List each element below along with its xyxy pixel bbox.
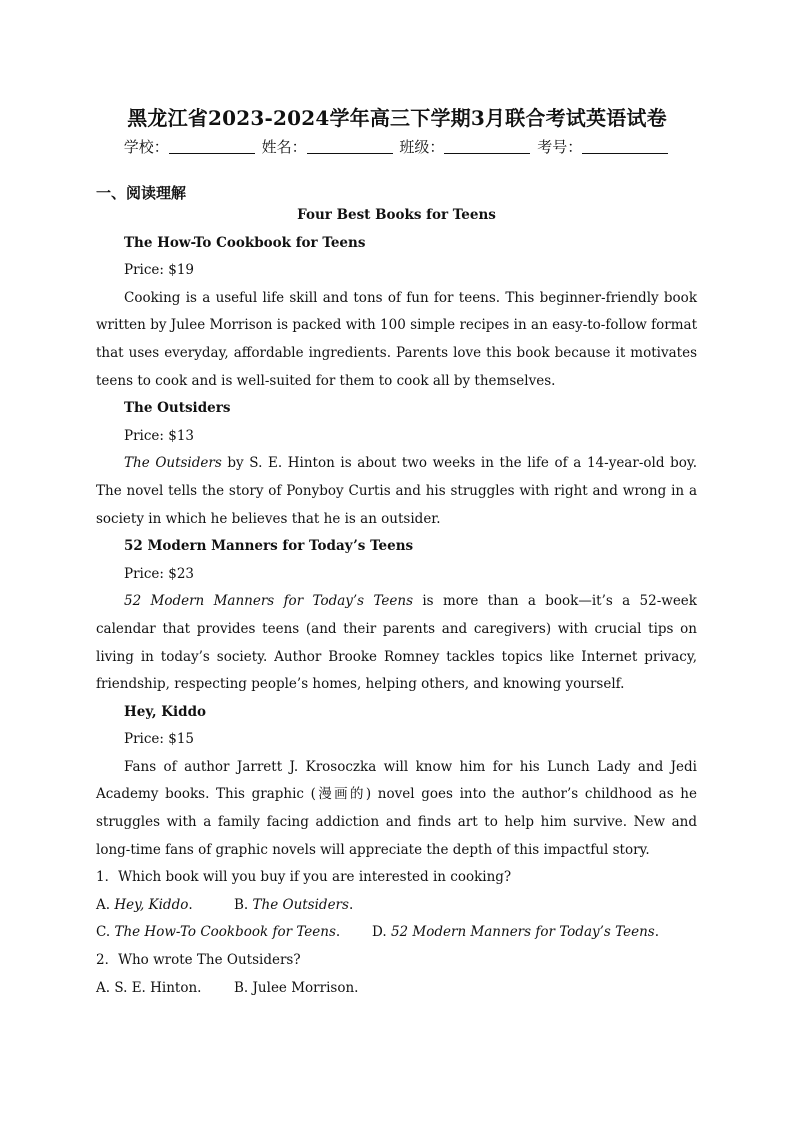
book-description: Fans of author Jarrett J. Krosoczka will know him for his Lunch Lady and Jedi Academy books. This graphic (漫画的) novel goes into the author’s childhood as he struggles with a family facing addiction and finds art to help him survive. New and long-time fans of graphic novels will appreciate the depth of this impactful story. xyxy=(96,758,697,858)
option-a[interactable]: A. Hey, Kiddo. xyxy=(96,896,193,913)
book-price: Price: $23 xyxy=(124,565,195,582)
class-label: 班级： xyxy=(399,138,445,156)
section-heading: 一、阅读理解 xyxy=(96,184,187,202)
book-title: The How-To Cookbook for Teens xyxy=(124,234,366,251)
question-stem: 2．Who wrote The Outsiders? xyxy=(96,952,301,969)
student-info-line xyxy=(0,136,794,157)
name-label: 姓名： xyxy=(261,138,307,156)
question-options xyxy=(96,892,697,920)
exam-title: 黑龙江省2023-2024学年高三下学期3月联合考试英语试卷 xyxy=(127,106,667,130)
passage-content xyxy=(96,202,697,1002)
book-description-text: by S. E. Hinton is about two weeks in the life of a 14-year-old boy. The novel tells the story of Ponyboy Curtis and his struggles with right and wrong in a society in which he believes that he is an outsider. xyxy=(96,455,697,527)
book-price: Price: $19 xyxy=(124,262,195,279)
book-price: Price: $13 xyxy=(124,427,195,444)
passage-title: Four Best Books for Teens xyxy=(297,207,496,223)
name-blank[interactable] xyxy=(307,139,393,154)
book-description: Cooking is a useful life skill and tons of fun for teens. This beginner-friendly book written by Julee Morrison is packed with 100 simple recipes in an easy-to-follow format that uses everyday, affordable ingredients. Parents love this book because it motivates teens to cook and is well-suited for them to cook all by themselves. xyxy=(96,289,697,389)
question-options xyxy=(96,975,697,1003)
exam-number-blank[interactable] xyxy=(582,139,668,154)
book-description xyxy=(96,588,697,698)
class-blank[interactable] xyxy=(444,139,530,154)
school-label: 学校： xyxy=(123,138,169,156)
question-options xyxy=(96,919,697,947)
book-title-italic: 52 Modern Manners for Today’s Teens xyxy=(124,593,414,610)
book-description-text: is more than a book—it’s a 52-week calendar that provides teens (and their parents and caregivers) with crucial tips on living in today’s society. Author Brooke Romney tackles topics like Internet privacy, friendship, respecting people’s homes, helping others, and knowing yourself. xyxy=(96,593,697,693)
option-c[interactable]: C. The How-To Cookbook for Teens. xyxy=(96,924,341,941)
school-blank[interactable] xyxy=(169,139,255,154)
book-title: Hey, Kiddo xyxy=(124,703,207,720)
book-price: Price: $15 xyxy=(124,731,195,748)
book-title: 52 Modern Manners for Today’s Teens xyxy=(124,538,414,555)
book-title: The Outsiders xyxy=(124,400,231,417)
question-stem: 1．Which book will you buy if you are interested in cooking? xyxy=(96,869,512,886)
option-b[interactable]: B. Julee Morrison. xyxy=(234,979,359,996)
book-description xyxy=(96,450,697,533)
exam-number-label: 考号： xyxy=(537,138,583,156)
option-d[interactable]: D. 52 Modern Manners for Today’s Teens. xyxy=(372,924,659,941)
book-title-italic: The Outsiders xyxy=(124,455,222,472)
option-a[interactable]: A. S. E. Hinton. xyxy=(96,979,202,996)
option-b[interactable]: B. The Outsiders. xyxy=(234,896,354,913)
